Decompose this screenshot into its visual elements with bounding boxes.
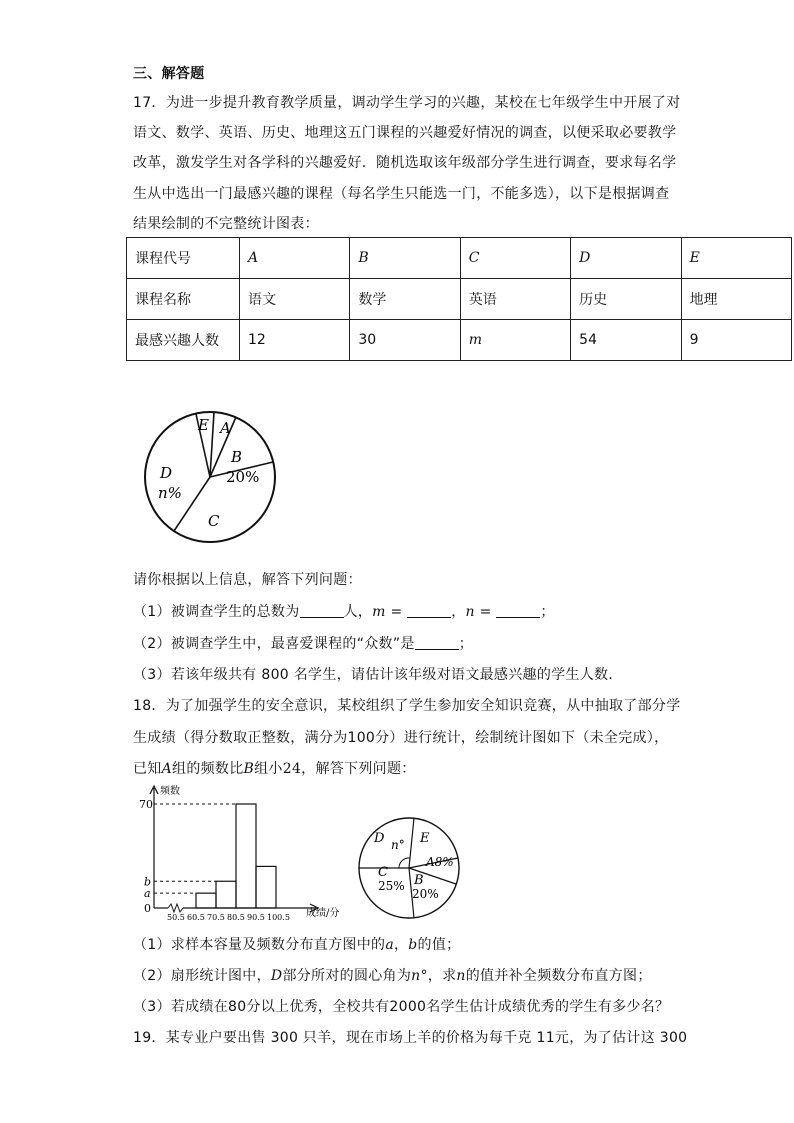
- text: 人，: [343, 604, 373, 620]
- q18-sub-2: [133, 965, 652, 985]
- y-tick-label: b: [144, 875, 152, 889]
- section-title: 三、解答题: [133, 66, 205, 82]
- table-cell: 12: [240, 320, 350, 361]
- table-cell: 9: [681, 320, 791, 361]
- table-cell: 54: [571, 320, 681, 361]
- x-tick-label: 80.5: [227, 913, 245, 920]
- var-a: a: [385, 937, 394, 953]
- pie-label-d: D: [160, 464, 173, 482]
- text: ；: [458, 636, 474, 652]
- answer-blank[interactable]: [407, 603, 451, 618]
- table-cell: 语文: [240, 279, 350, 320]
- table-cell: 30: [350, 320, 460, 361]
- var-n: n: [465, 604, 475, 620]
- pie-label-d-pct: n%: [158, 484, 182, 502]
- number: 24: [282, 761, 302, 777]
- x-tick-label: 100.5: [267, 913, 290, 920]
- text: （1）求样本容量及频数分布直方图中的: [133, 937, 386, 953]
- text: 组小: [254, 761, 283, 777]
- table-row: [127, 279, 792, 320]
- text: 部分所对的圆心角为: [282, 968, 412, 984]
- histogram-bars: [196, 804, 276, 908]
- x-tick-label: 50.5: [167, 913, 185, 920]
- table-cell: m: [460, 320, 570, 361]
- table-cell: 历史: [571, 279, 681, 320]
- var-m: m: [372, 604, 386, 620]
- pie-label-a: A: [220, 419, 231, 437]
- text: =: [385, 604, 408, 620]
- x-tick-label: 60.5: [187, 913, 205, 920]
- q18-line-2: 生成绩（得分数取正整数，满分为100分）进行统计，绘制统计图如下（未全完成），: [133, 730, 669, 746]
- q18-line-3: [133, 758, 416, 778]
- var-D: D: [270, 968, 283, 984]
- q18-line-1: 18．为了加强学生的安全意识，某校组织了学生参加安全知识竞赛，从中抽取了部分学: [133, 698, 681, 714]
- q17-pie-chart: [140, 400, 280, 552]
- pie-label-e: E: [198, 416, 209, 434]
- q18-histogram: [138, 784, 360, 920]
- text: 组的频数比: [172, 761, 244, 777]
- var-n: n: [456, 968, 466, 984]
- pie-label-b-pct: 20%: [226, 468, 260, 486]
- var-n: n: [411, 968, 421, 984]
- q17-line-1: 17．为进一步提升教育教学质量，调动学生学习的兴趣，某校在七年级学生中开展了对: [133, 95, 681, 111]
- y-tick-label: a: [144, 887, 151, 901]
- pie-label-b-pct: 20%: [412, 887, 439, 901]
- pie-label-n-deg: n°: [391, 838, 405, 852]
- pie-label-e: E: [420, 831, 430, 846]
- y-axis-label: 频数: [160, 786, 180, 797]
- histogram-axes: [150, 786, 318, 912]
- pie-label-b: B: [414, 873, 424, 888]
- answer-blank[interactable]: [496, 603, 540, 618]
- text: （2）被调查学生中，最喜爱课程的“众数”是: [133, 636, 415, 652]
- table-cell: 数学: [350, 279, 460, 320]
- histogram-bar-1: [196, 893, 216, 908]
- table-cell: C: [460, 238, 570, 279]
- course-table: [126, 237, 792, 361]
- var-B: B: [243, 761, 255, 777]
- pie-label-b: B: [231, 448, 243, 466]
- text: （2）扇形统计图中，: [133, 968, 271, 984]
- axis-break: [168, 904, 183, 912]
- text: ，: [393, 937, 409, 953]
- pie-label-c: C: [208, 512, 220, 530]
- histogram-bar-3: [236, 804, 256, 908]
- x-tick-label: 90.5: [247, 913, 265, 920]
- table-cell: B: [350, 238, 460, 279]
- answer-blank[interactable]: [300, 603, 344, 618]
- x-tick-label: 70.5: [207, 913, 225, 920]
- q17-sub-2: [133, 633, 473, 653]
- q19-line-1: 19．某专业户要出售 300 只羊，现在市场上羊的价格为每千克 11元，为了估计这 300: [133, 1030, 688, 1046]
- text: 的值并补全频数分布直方图；: [465, 968, 652, 984]
- origin-label: 0: [144, 902, 151, 915]
- text: 的值；: [417, 937, 461, 953]
- table-cell: 课程名称: [127, 279, 240, 320]
- table-row: [127, 320, 792, 361]
- q17-sub-1: [133, 601, 555, 621]
- pie-label-a-pct: A8%: [426, 855, 454, 869]
- table-cell: E: [681, 238, 791, 279]
- x-axis-label: 成绩/分: [306, 908, 340, 919]
- q18-sub-1: [133, 934, 460, 954]
- var-A: A: [161, 761, 173, 777]
- table-cell: 英语: [460, 279, 570, 320]
- q17-prompt: 请你根据以上信息，解答下列问题：: [133, 572, 362, 588]
- q17-line-2: 语文、数学、英语、历史、地理这五门课程的兴趣爱好情况的调查，以便采取必要教学: [133, 125, 677, 141]
- histogram-bar-4: [256, 866, 276, 908]
- table-cell: D: [571, 238, 681, 279]
- pie-label-c-pct: 25%: [378, 879, 405, 893]
- q18-pie-chart: [356, 814, 466, 924]
- pie-divider: [409, 818, 414, 868]
- table-cell: 课程代号: [127, 238, 240, 279]
- q17-line-5: 结果绘制的不完整统计图表：: [133, 216, 319, 232]
- histogram-bar-2: [216, 881, 236, 908]
- histogram-labels: [139, 798, 290, 920]
- text: ，解答下列问题：: [301, 761, 416, 777]
- table-cell: A: [240, 238, 350, 279]
- table-row: [127, 238, 792, 279]
- q17-line-3: 改革，激发学生对各学科的兴趣爱好．随机选取该年级部分学生进行调查，要求每名学: [133, 155, 677, 171]
- text: ，: [451, 604, 466, 620]
- answer-blank[interactable]: [415, 635, 459, 650]
- var-b: b: [408, 937, 418, 953]
- table-cell: 地理: [681, 279, 791, 320]
- text: °，求: [420, 968, 457, 984]
- table-cell: 最感兴趣人数: [127, 320, 240, 361]
- text: （1）被调查学生的总数为: [133, 604, 300, 620]
- text: 已知: [133, 761, 162, 777]
- text: =: [474, 604, 497, 620]
- pie-label-c: C: [378, 865, 388, 880]
- y-tick-label: 70: [139, 798, 153, 811]
- q17-sub-3: （3）若该年级共有 800 名学生，请估计该年级对语文最感兴趣的学生人数．: [133, 667, 623, 683]
- histogram-guides: [154, 804, 236, 893]
- pie-label-d: D: [374, 831, 385, 846]
- angle-arc: [399, 858, 410, 868]
- text: ；: [540, 604, 555, 620]
- q18-sub-3: （3）若成绩在80分以上优秀，全校共有2000名学生估计成绩优秀的学生有多少名？: [133, 999, 670, 1015]
- q17-line-4: 生从中选出一门最感兴趣的课程（每名学生只能选一门，不能多选），以下是根据调查: [133, 186, 670, 202]
